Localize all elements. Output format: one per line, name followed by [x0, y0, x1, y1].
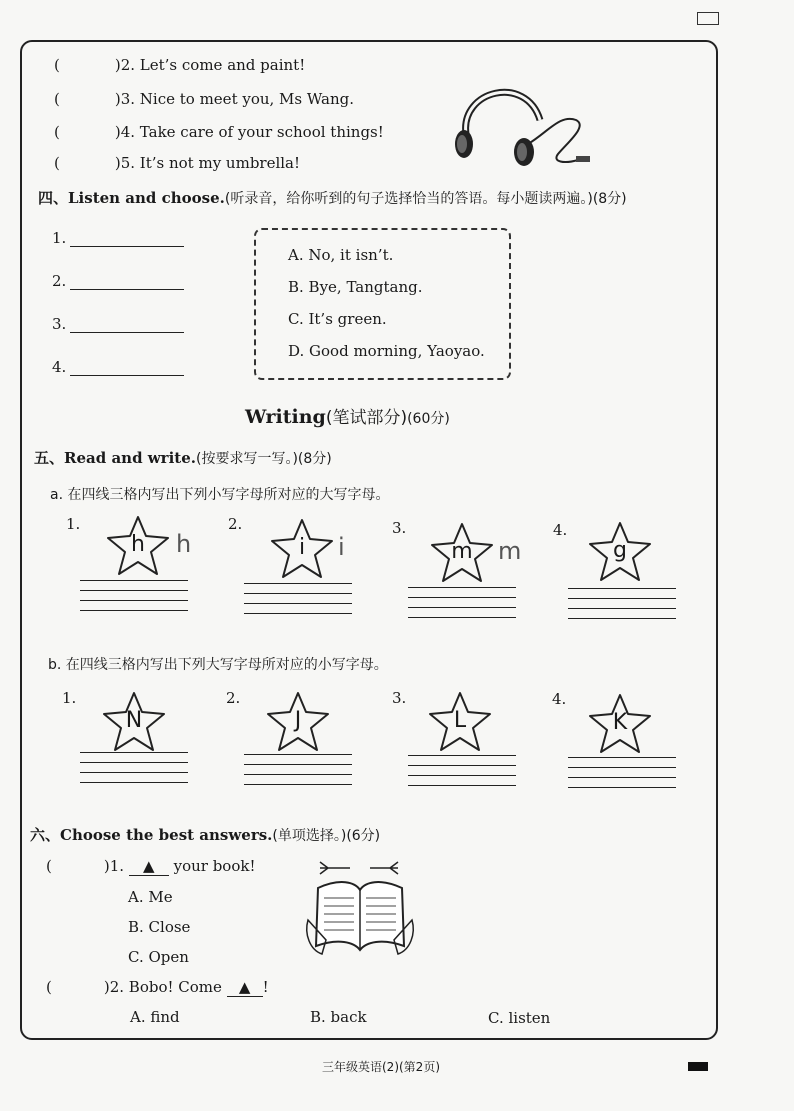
a-num-1: 1.: [66, 515, 81, 533]
answer-blank-2[interactable]: [70, 289, 184, 290]
option-d: D. Good morning, Yaoyao.: [288, 342, 485, 360]
star-letter: i: [298, 535, 306, 560]
star-letter: L: [453, 708, 467, 733]
part3-item-4: ( )4. Take care of your school things!: [54, 123, 384, 141]
a-num-4: 4.: [553, 521, 568, 539]
star-shape: [586, 692, 654, 756]
answer-blank-3[interactable]: [70, 332, 184, 333]
headphones-icon: [448, 72, 598, 172]
q1-option-a: A. Me: [128, 888, 173, 906]
part4-num-1: 1.: [52, 229, 67, 247]
star-letter: m: [451, 539, 473, 564]
corner-box: [697, 12, 719, 25]
part4-num-2: 2.: [52, 272, 67, 290]
b-num-2: 2.: [226, 689, 241, 707]
star-letter: N: [125, 708, 143, 733]
star-letter: J: [294, 708, 302, 733]
part4-heading: 四、Listen and choose.(听录音，给你听到的句子选择恰当的答语。每小题读两遍。)(8分): [38, 189, 627, 207]
part3-item-2: ( )2. Let’s come and paint!: [54, 56, 306, 74]
option-b: B. Bye, Tangtang.: [288, 278, 423, 296]
question-2-blank[interactable]: ▲: [227, 978, 263, 997]
footer-mark: [688, 1062, 708, 1071]
writing-title: Writing(笔试部分)(60分): [245, 406, 450, 428]
part3-item-3: ( )3. Nice to meet you, Ms Wang.: [54, 90, 354, 108]
star-letter: K: [612, 710, 628, 735]
star-shape: [586, 520, 654, 584]
option-c: C. It’s green.: [288, 310, 387, 328]
question-2: ( )2. Bobo! Come ▲ !: [46, 978, 269, 996]
star-letter: g: [613, 538, 627, 563]
question-1-blank[interactable]: ▲: [129, 857, 169, 876]
a-num-3: 3.: [392, 519, 407, 537]
part5-heading: 五、Read and write.(按要求写一写。)(8分): [34, 449, 332, 467]
option-a: A. No, it isn’t.: [288, 246, 394, 264]
handwritten-letter: h: [176, 530, 192, 558]
q1-option-b: B. Close: [128, 918, 191, 936]
part5-sub-b: b. 在四线三格内写出下列大写字母所对应的小写字母。: [48, 657, 388, 673]
q2-option-c: C. listen: [488, 1009, 551, 1027]
star-shape: [268, 517, 336, 581]
writing-lines[interactable]: [80, 580, 188, 620]
a-num-2: 2.: [228, 515, 243, 533]
writing-lines[interactable]: [568, 588, 676, 628]
writing-lines[interactable]: [408, 587, 516, 627]
b-num-1: 1.: [62, 689, 77, 707]
star-shape: [100, 690, 168, 754]
b-num-3: 3.: [392, 689, 407, 707]
handwritten-letter: i: [338, 533, 345, 561]
writing-lines[interactable]: [244, 583, 352, 623]
writing-lines[interactable]: [244, 754, 352, 794]
answer-options-box: [254, 228, 511, 380]
writing-lines[interactable]: [80, 752, 188, 792]
handwritten-letter: m: [498, 537, 522, 565]
star-shape: [426, 690, 494, 754]
answer-blank-4[interactable]: [70, 375, 184, 376]
question-1: ( )1. ▲ your book!: [46, 857, 256, 875]
star-shape: [264, 690, 332, 754]
part5-sub-a: a. 在四线三格内写出下列小写字母所对应的大写字母。: [50, 487, 390, 503]
part3-item-5: ( )5. It’s not my umbrella!: [54, 154, 301, 172]
open-book-icon: [300, 858, 420, 960]
answer-blank-1[interactable]: [70, 246, 184, 247]
page-footer: 三年级英语(2)(第2页): [322, 1060, 440, 1074]
star-letter: h: [131, 532, 145, 557]
writing-lines[interactable]: [568, 757, 676, 797]
star-shape: [104, 514, 172, 578]
part4-num-4: 4.: [52, 358, 67, 376]
writing-lines[interactable]: [408, 755, 516, 795]
q2-option-a: A. find: [130, 1008, 180, 1026]
star-shape: [428, 521, 496, 585]
q1-option-c: C. Open: [128, 948, 189, 966]
q2-option-b: B. back: [310, 1008, 367, 1026]
part4-num-3: 3.: [52, 315, 67, 333]
part6-heading: 六、Choose the best answers.(单项选择。)(6分): [30, 826, 381, 844]
b-num-4: 4.: [552, 690, 567, 708]
